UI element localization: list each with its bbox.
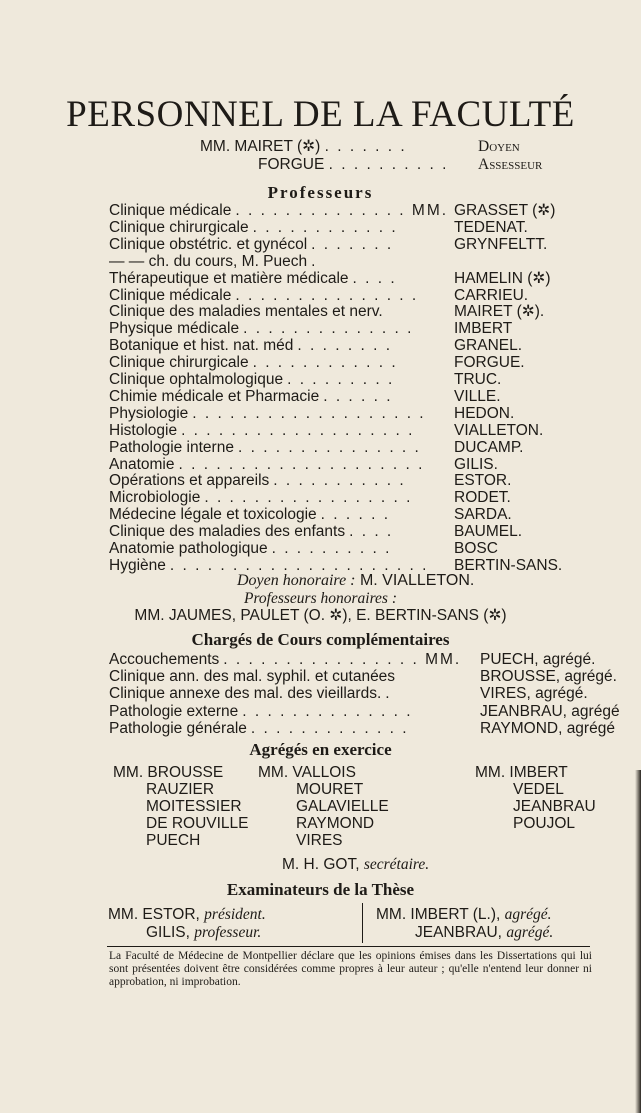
entry-subject: Clinique obstétric. et gynécol [109, 235, 308, 253]
officer-row [258, 156, 448, 174]
entry-row [109, 354, 398, 372]
entry-subject: Clinique annexe des mal. des vieillards. [109, 685, 382, 703]
agrege-name: JEANBRAU [513, 798, 596, 815]
entry-name: DUCAMP. [454, 438, 524, 456]
officer-name: MM. MAIRET (✲) [200, 138, 321, 155]
doyen-honoraire-line [237, 572, 474, 590]
agrege-name: MM. VALLOIS [258, 764, 356, 781]
entry-name: VIALLETON. [454, 421, 544, 439]
entry-name: JEANBRAU, agrégé [480, 702, 620, 720]
leader-dots: . . . . . . . . [297, 337, 393, 355]
agreges-column [475, 764, 596, 832]
entry-name: TRUC. [454, 371, 502, 388]
agreges-column [113, 764, 249, 849]
leader-dots: . [385, 685, 392, 703]
entry-name: GRYNFELTT. [454, 235, 548, 253]
leader-dots: . . . . . . . . . . . . . . . [237, 438, 421, 456]
entry-row [109, 540, 391, 558]
leader-dots: . [311, 252, 318, 270]
entry-row [109, 720, 409, 738]
entry-subject: Clinique chirurgicale [109, 354, 249, 372]
leader-dots: . . . . . . [323, 387, 393, 405]
entry-subject: Anatomie pathologique [109, 540, 268, 557]
entry-row [109, 320, 413, 338]
doyen-honoraire-label: Doyen honoraire : [237, 572, 356, 589]
agrege-name: RAYMOND [296, 815, 375, 832]
agrege-name: GALAVIELLE [296, 798, 389, 815]
entry-subject: Médecine légale et toxicologie [109, 506, 317, 524]
leader-dots: . . . . . . . . . . . . [252, 354, 398, 372]
entry-subject: Botanique et hist. nat. méd [109, 337, 294, 355]
entry-name: SARDA. [454, 506, 512, 524]
entry-name: RAYMOND, agrégé [480, 719, 615, 737]
entry-subject: Clinique chirurgicale [109, 218, 249, 236]
examinateur-row [376, 906, 552, 924]
entry-subject: Clinique des maladies des enfants [109, 523, 346, 541]
entry-row [109, 219, 398, 237]
entry-name: MAIRET (✲). [454, 303, 545, 321]
officer-row [200, 138, 407, 156]
entry-row [109, 456, 424, 474]
entry-name: GRASSET (✲) [454, 202, 556, 219]
section-heading-professeurs: Professeurs [267, 183, 374, 202]
entry-row [109, 253, 317, 271]
leader-dots: . . . . . . . [311, 235, 394, 253]
entry-subject: Pathologie externe [109, 702, 239, 720]
entry-subject: Accouchements [109, 651, 220, 668]
leader-dots: . . . . . . . . . [287, 371, 395, 388]
entry-row [109, 472, 406, 490]
examinateur-name: JEANBRAU, [415, 924, 502, 941]
prof-honoraires-names: MM. JAUMES, PAULET (O. ✲), E. BERTIN-SANS (✲) [134, 607, 507, 624]
entry-name: GRANEL. [454, 337, 523, 355]
leader-dots: . . . . . . . . . . [271, 540, 392, 557]
examinateur-name: MM. IMBERT (L.), [376, 906, 501, 923]
entry-row [109, 685, 392, 703]
officer-role: Assesseur [478, 156, 543, 173]
entry-row [109, 489, 412, 507]
entry-row [109, 236, 393, 254]
entry-row [109, 202, 448, 220]
examinateur-row [108, 906, 266, 924]
entry-subject: Clinique ophtalmologique [109, 371, 284, 388]
entry-name: VIRES, agrégé. [480, 685, 588, 703]
leader-dots: . . . . . . . . . . . . . . . . . . . . [178, 455, 425, 473]
entry-row [109, 668, 399, 686]
entry-row [109, 270, 397, 288]
examinateur-row [146, 924, 261, 942]
entry-subject: Clinique médicale [109, 202, 232, 219]
entry-row [109, 303, 387, 321]
footer-disclaimer: La Faculté de Médecine de Montpellier déclare que les opinions émises dans les Dissertations qui lui sont présentées doivent être considérées comme propres à leur auteur ; qu'elle n'entend leur donner ni approbation, ni improbation. [109, 950, 592, 988]
entry-row [109, 405, 426, 423]
agrege-name: VIRES [296, 832, 343, 849]
column-divider [362, 903, 363, 943]
entry-row [109, 439, 421, 457]
entry-name: GILIS. [454, 455, 498, 473]
entry-name: CARRIEU. [454, 286, 529, 304]
entry-subject: Physiologie [109, 404, 189, 422]
examinateur-role: agrégé. [504, 906, 552, 923]
agreges-column [258, 764, 389, 849]
entry-row [109, 506, 390, 524]
agrege-name: PUECH [146, 832, 201, 849]
entry-subject: Physique médicale [109, 320, 240, 338]
entry-name: RODET. [454, 489, 511, 507]
entry-subject: Pathologie générale [109, 719, 247, 737]
agrege-name: RAUZIER [146, 781, 215, 798]
leader-dots: . . . . . . . . . . . . . . . [235, 286, 419, 304]
officer-name: FORGUE [258, 156, 325, 173]
entry-subject: Clinique ann. des mal. syphil. et cutanées [109, 668, 396, 686]
agrege-name: VEDEL [513, 781, 564, 798]
leader-dots: . . . . . . . . . . . . . . . . . . . . . [169, 556, 429, 574]
leader-dots: . . . . [352, 269, 397, 287]
entry-row [109, 422, 414, 440]
leader-dots: . . . . . . [320, 506, 391, 524]
leader-dots: . . . . . . . . . . . . . . [242, 702, 413, 720]
section-heading-examinateurs: Examinateurs de la Thèse [226, 880, 415, 899]
examinateur-role: agrégé. [506, 924, 554, 941]
leader-dots: . . . . . . . . . . . . . . . . . . . [192, 404, 426, 422]
secretaire-name: M. H. GOT, [282, 856, 360, 873]
leader-dots: . . . . . . . . . . . . [252, 218, 398, 236]
entry-row [109, 523, 393, 541]
secretaire-role: secrétaire. [363, 856, 430, 873]
agrege-name: MOITESSIER [146, 798, 242, 815]
leader-dots: . . . . . . . . . . . . . . MM. [235, 202, 449, 219]
leader-dots: . . . . . . . . . . . . . . . . MM. [223, 651, 462, 668]
officer-role: Doyen [478, 138, 520, 155]
examinateur-name: MM. ESTOR, [108, 906, 200, 923]
entry-subject: Thérapeutique et matière médicale [109, 269, 349, 287]
entry-name: ESTOR. [454, 472, 512, 490]
leader-dots: . . . . . . . . . . [328, 156, 449, 173]
leader-dots: . . . . . . . . . . . . . . [243, 320, 414, 338]
agrege-name: POUJOL [513, 815, 576, 832]
leader-dots: . . . . . . . . . . . . . [250, 719, 409, 737]
entry-subject: — — ch. du cours, M. Puech [109, 252, 308, 270]
entry-subject: Pathologie interne [109, 438, 234, 456]
doyen-honoraire-name: M. VIALLETON. [359, 572, 475, 589]
leader-dots: . . . . . . . . . . . [273, 472, 406, 490]
agrege-name: MM. IMBERT [475, 764, 568, 781]
entry-subject: Chimie médicale et Pharmacie [109, 387, 320, 405]
entry-name: BERTIN-SANS. [454, 556, 563, 574]
entry-name: HAMELIN (✲) [454, 269, 551, 287]
entry-subject: Microbiologie [109, 489, 201, 507]
entry-row [109, 287, 418, 305]
secretaire-line [282, 856, 429, 874]
prof-honoraires-label: Professeurs honoraires : [244, 590, 397, 607]
footer-divider [107, 946, 590, 947]
entry-name: FORGUE. [454, 354, 525, 372]
entry-subject: Clinique des maladies mentales et nerv. [109, 303, 383, 321]
examinateur-row [415, 924, 553, 942]
entry-name: PUECH, agrégé. [480, 651, 596, 668]
agrege-name: MOURET [296, 781, 364, 798]
examinateur-name: GILIS, [146, 924, 190, 941]
agrege-name: DE ROUVILLE [146, 815, 249, 832]
entry-subject: Anatomie [109, 455, 175, 473]
examinateur-role: professeur. [194, 924, 262, 941]
entry-name: HEDON. [454, 404, 515, 422]
page-edge-shadow [635, 770, 641, 1113]
entry-row [109, 651, 461, 669]
entry-name: BROUSSE, agrégé. [480, 668, 617, 686]
entry-name: VILLE. [454, 387, 501, 405]
entry-row [109, 371, 394, 389]
entry-row [109, 388, 393, 406]
leader-dots: . . . . . . . [324, 138, 407, 155]
entry-subject: Hygiène [109, 556, 166, 574]
section-heading-charges: Chargés de Cours complémentaires [191, 630, 450, 649]
section-heading-agreges: Agrégés en exercice [249, 740, 392, 759]
leader-dots: . . . . [349, 523, 394, 541]
entry-name: IMBERT [454, 320, 513, 338]
leader-dots: . . . . . . . . . . . . . . . . . . . [181, 421, 415, 439]
entry-row [109, 703, 413, 721]
agrege-name: MM. BROUSSE [113, 764, 224, 781]
entry-name: TEDENAT. [454, 218, 528, 236]
entry-subject: Opérations et appareils [109, 472, 270, 490]
leader-dots: . . . . . . . . . . . . . . . . . [204, 489, 413, 507]
entry-subject: Histologie [109, 421, 178, 439]
entry-name: BOSC [454, 540, 498, 557]
entry-subject: Clinique médicale [109, 286, 232, 304]
page-title: PERSONNEL DE LA FACULTÉ [66, 94, 575, 135]
entry-row [109, 337, 392, 355]
examinateur-role: président. [204, 906, 266, 923]
entry-name: BAUMEL. [454, 523, 523, 541]
